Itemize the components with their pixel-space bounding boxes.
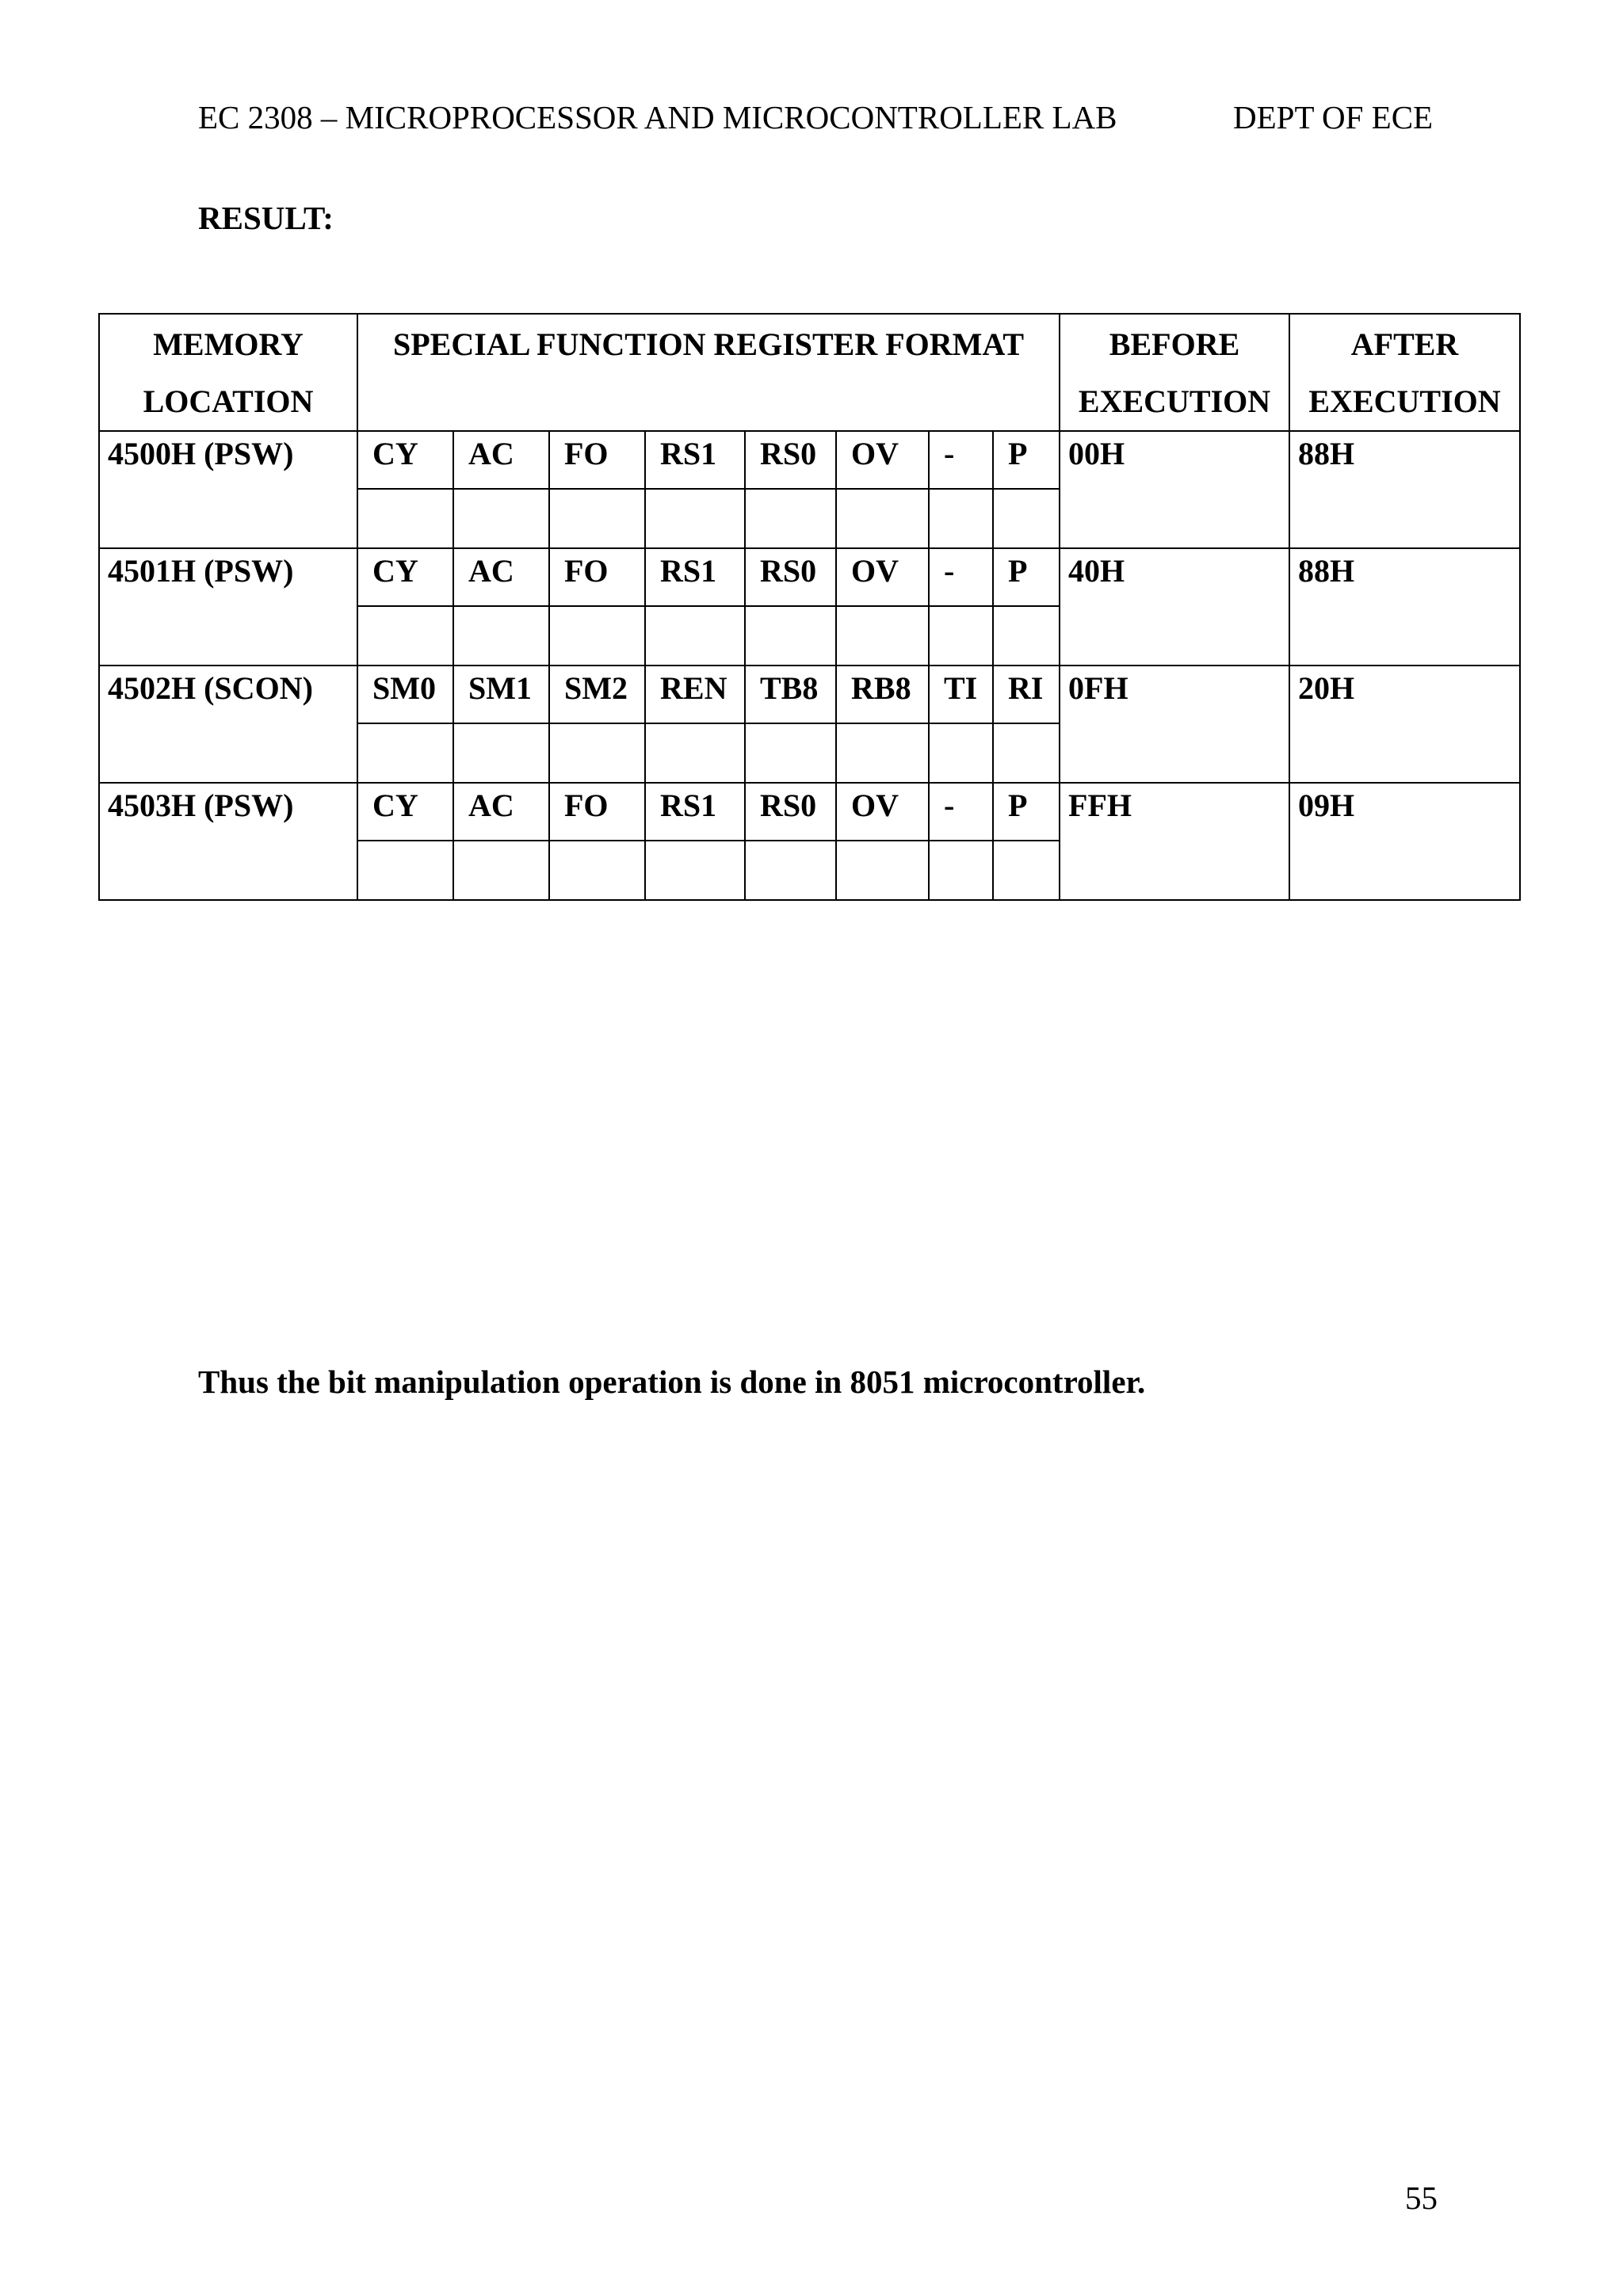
result-table (98, 313, 1521, 901)
bit-label-cell: FO (549, 431, 645, 489)
bit-label-cell: SM0 (357, 666, 453, 723)
bit-value-cell (549, 723, 645, 783)
header-after-line1: AFTER (1350, 326, 1459, 362)
bit-label-cell: RI (993, 666, 1060, 723)
bit-value-cell (357, 841, 453, 900)
bit-value-cell (453, 606, 549, 666)
memory-location-cell: 4502H (SCON) (99, 666, 357, 783)
after-execution-cell: 09H (1289, 783, 1520, 900)
header-memory-location (99, 314, 357, 431)
bit-value-cell (453, 841, 549, 900)
before-execution-cell: 0FH (1060, 666, 1289, 783)
header-before-line1: BEFORE (1109, 326, 1240, 362)
bit-value-cell (549, 489, 645, 548)
bit-label-cell: AC (453, 783, 549, 841)
after-execution-cell: 88H (1289, 431, 1520, 548)
bit-label-cell: RS1 (645, 548, 745, 606)
header-before-line2: EXECUTION (1078, 383, 1271, 419)
after-execution-cell: 88H (1289, 548, 1520, 666)
bit-label-cell: RS0 (745, 431, 836, 489)
bit-value-cell (549, 841, 645, 900)
bit-label-cell: OV (836, 431, 929, 489)
bit-label-cell: RS0 (745, 548, 836, 606)
header-before-execution (1060, 314, 1289, 431)
bit-label-cell: AC (453, 431, 549, 489)
bit-label-cell: RS0 (745, 783, 836, 841)
bit-value-cell (929, 723, 993, 783)
bit-value-cell (993, 841, 1060, 900)
bit-label-cell: AC (453, 548, 549, 606)
bit-value-cell (357, 606, 453, 666)
bit-label-cell: RS1 (645, 783, 745, 841)
bit-label-cell: CY (357, 431, 453, 489)
bit-value-cell (836, 606, 929, 666)
bit-label-cell: RB8 (836, 666, 929, 723)
bit-value-cell (745, 723, 836, 783)
bit-value-cell (993, 723, 1060, 783)
bit-label-cell: SM2 (549, 666, 645, 723)
bit-value-cell (549, 606, 645, 666)
bit-value-cell (645, 606, 745, 666)
header-department: DEPT OF ECE (1233, 99, 1434, 135)
bit-value-cell (993, 606, 1060, 666)
bit-label-cell: P (993, 431, 1060, 489)
table-row (99, 666, 1520, 723)
bit-value-cell (645, 841, 745, 900)
bit-label-cell: CY (357, 548, 453, 606)
bit-value-cell (745, 841, 836, 900)
bit-label-cell: - (929, 783, 993, 841)
header-memory-line2: LOCATION (143, 383, 314, 419)
bit-label-cell: FO (549, 783, 645, 841)
bit-value-cell (836, 489, 929, 548)
bit-label-cell: FO (549, 548, 645, 606)
bit-value-cell (929, 489, 993, 548)
header-course-title: EC 2308 – MICROPROCESSOR AND MICROCONTROLLER LAB (198, 99, 1117, 135)
bit-value-cell (929, 606, 993, 666)
bit-label-cell: OV (836, 548, 929, 606)
bit-label-cell: SM1 (453, 666, 549, 723)
header-sfr-format: SPECIAL FUNCTION REGISTER FORMAT (357, 314, 1060, 431)
bit-value-cell (836, 841, 929, 900)
table-header-row (99, 314, 1520, 431)
table-row (99, 783, 1520, 841)
table-row (99, 431, 1520, 489)
before-execution-cell: 40H (1060, 548, 1289, 666)
header-after-line2: EXECUTION (1308, 383, 1501, 419)
bit-label-cell: P (993, 548, 1060, 606)
bit-label-cell: - (929, 431, 993, 489)
bit-value-cell (645, 489, 745, 548)
bit-value-cell (745, 489, 836, 548)
bit-value-cell (929, 841, 993, 900)
bit-label-cell: TI (929, 666, 993, 723)
bit-value-cell (745, 606, 836, 666)
conclusion-text: Thus the bit manipulation operation is done in 8051 microcontroller. (198, 1363, 1146, 1400)
header-after-execution (1289, 314, 1520, 431)
bit-value-cell (993, 489, 1060, 548)
memory-location-cell: 4500H (PSW) (99, 431, 357, 548)
table-row (99, 548, 1520, 606)
before-execution-cell: FFH (1060, 783, 1289, 900)
bit-value-cell (453, 723, 549, 783)
header-memory-line1: MEMORY (153, 326, 304, 362)
bit-value-cell (836, 723, 929, 783)
page-number: 55 (1405, 2180, 1438, 2216)
result-heading: RESULT: (198, 200, 334, 236)
bit-value-cell (357, 723, 453, 783)
bit-label-cell: TB8 (745, 666, 836, 723)
memory-location-cell: 4501H (PSW) (99, 548, 357, 666)
bit-label-cell: CY (357, 783, 453, 841)
bit-label-cell: RS1 (645, 431, 745, 489)
bit-label-cell: - (929, 548, 993, 606)
bit-value-cell (357, 489, 453, 548)
bit-value-cell (645, 723, 745, 783)
bit-label-cell: REN (645, 666, 745, 723)
memory-location-cell: 4503H (PSW) (99, 783, 357, 900)
bit-value-cell (453, 489, 549, 548)
before-execution-cell: 00H (1060, 431, 1289, 548)
bit-label-cell: P (993, 783, 1060, 841)
after-execution-cell: 20H (1289, 666, 1520, 783)
bit-label-cell: OV (836, 783, 929, 841)
